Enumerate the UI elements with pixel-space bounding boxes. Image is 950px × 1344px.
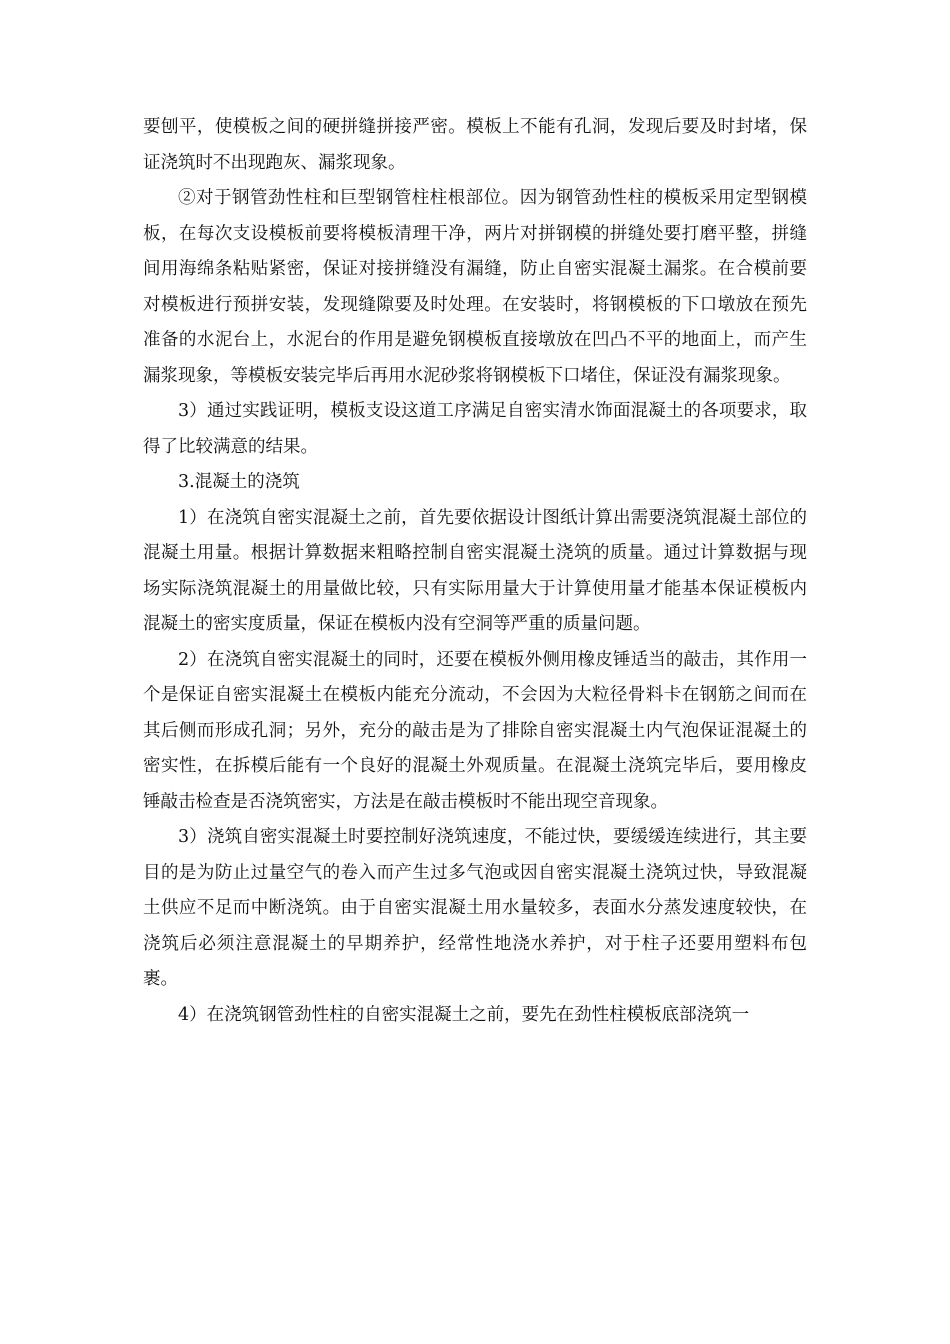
paragraph-steel-column-formwork: ②对于钢管劲性柱和巨型钢管柱柱根部位。因为钢管劲性柱的模板采用定型钢模板，在每次支设模板前要将模板清理干净，两片对拼钢模的拼缝处要打磨平整，拼缝间用海绵条粘贴紧密，保证对接拼缝没有漏缝，防止自密实混凝土漏浆。在合模前要对模板进行预拼安装，发现缝隙要及时处理。在安装时，将钢模板的下口墩放在预先准备的水泥台上，水泥台的作用是避免钢模板直接墩放在凹凸不平的地面上，而产生漏浆现象，等模板安装完毕后再用水泥砂浆将钢模板下口堵住，保证没有漏浆现象。 (143, 188, 807, 386)
paragraph-pouring-step-2: 2）在浇筑自密实混凝土的同时，还要在模板外侧用橡皮锤适当的敲击，其作用一个是保证自密实混凝土在模板内能充分流动，不会因为大粒径骨料卡在钢筋之间而在其后侧而形成孔洞；另外，充分的敲击是为了排除自密实混凝土内气泡保证混凝土的密实性，在拆模后能有一个良好的混凝土外观质量。在混凝土浇筑完毕后，要用橡皮锤敲击检查是否浇筑密实，方法是在敲击模板时不能出现空音现象。 (143, 649, 807, 812)
paragraph-practice-proof: 3）通过实践证明，模板支设这道工序满足自密实清水饰面混凝土的各项要求，取得了比较满意的结果。 (143, 401, 807, 457)
paragraph-pouring-step-4: 4）在浇筑钢管劲性柱的自密实混凝土之前，要先在劲性柱模板底部浇筑一 (178, 1004, 750, 1025)
paragraph-continued-formwork: 要刨平，使模板之间的硬拼缝拼接严密。模板上不能有孔洞，发现后要及时封堵，保证浇筑时不出现跑灰、漏浆现象。 (143, 117, 807, 173)
section-heading-concrete-pouring: 3.混凝土的浇筑 (178, 472, 300, 492)
paragraph-pouring-step-1: 1）在浇筑自密实混凝土之前，首先要依据设计图纸计算出需要浇筑混凝土部位的混凝土用量。根据计算数据来粗略控制自密实混凝土浇筑的质量。通过计算数据与现场实际浇筑混凝土的用量做比较，只有实际用量大于计算使用量才能基本保证模板内混凝土的密实度质量，保证在模板内没有空洞等严重的质量问题。 (143, 507, 807, 634)
document-page (143, 110, 807, 1033)
paragraph-pouring-step-3: 3）浇筑自密实混凝土时要控制好浇筑速度，不能过快，要缓缓连续进行，其主要目的是为防止过量空气的卷入而产生过多气泡或因自密实混凝土浇筑过快，导致混凝土供应不足而中断浇筑。由于自密实混凝土用水量较多，表面水分蒸发速度较快，在浇筑后必须注意混凝土的早期养护，经常性地浇水养护，对于柱子还要用塑料布包裹。 (143, 827, 807, 989)
